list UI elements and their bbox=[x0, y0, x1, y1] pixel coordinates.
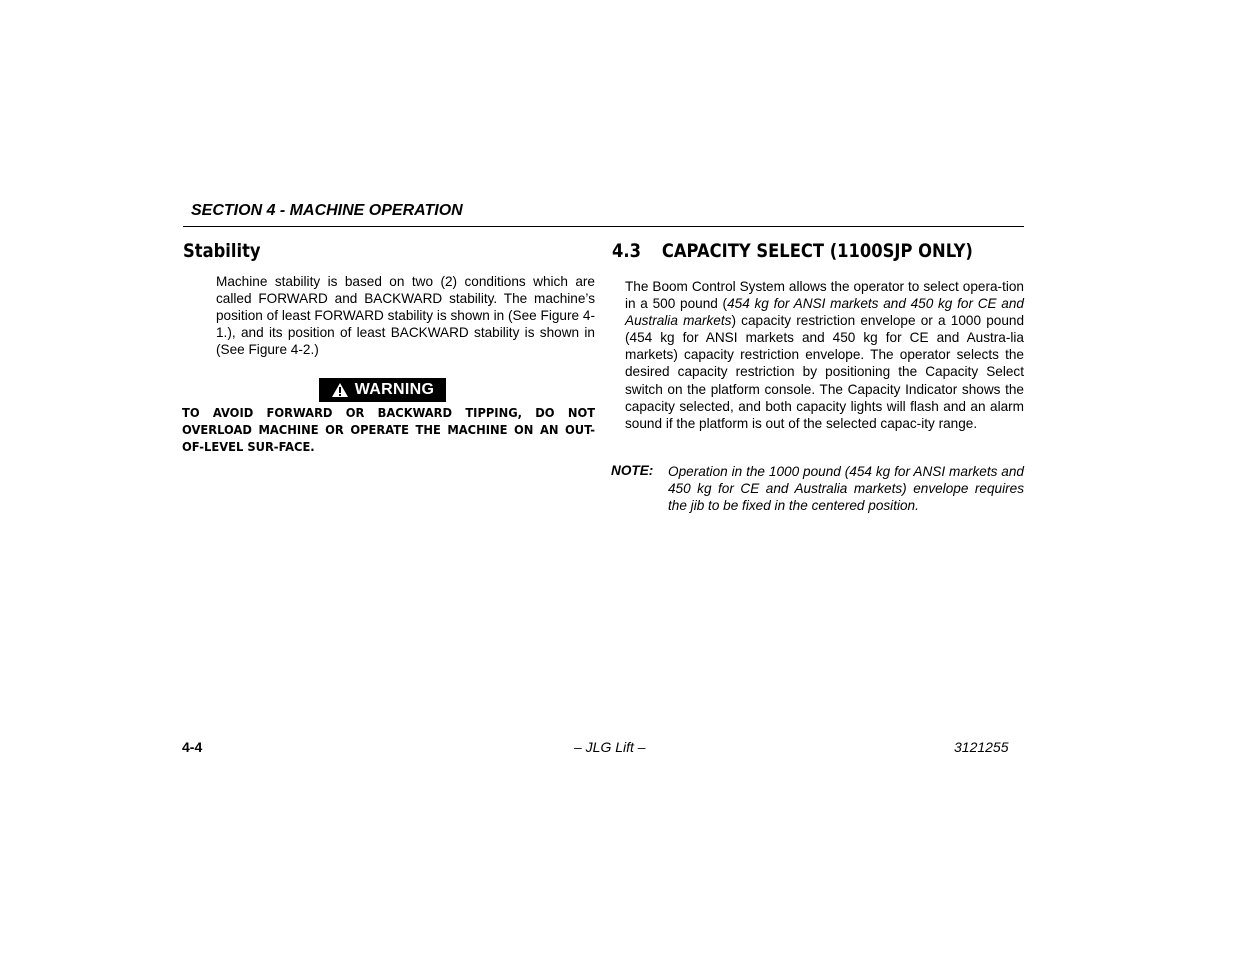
capacity-text-italic: 454 kg for ANSI markets and 450 kg for CE and Australia markets bbox=[625, 296, 1024, 329]
note-text: Operation in the 1000 pound (454 kg for ANSI markets and 450 kg for CE and Australia markets) envelope requires the jib to be fixed in the centered position. bbox=[668, 464, 1024, 514]
stability-heading: Stability bbox=[183, 240, 261, 262]
note-label: NOTE: bbox=[611, 463, 654, 478]
capacity-text-part2: ) capacity restriction envelope or a 1000 pound (454 kg for ANSI markets and 450 kg for CE and Austra-lia markets) capacity restriction envelope. The operator selects the desired capacity restriction by positioning the Capacity Select switch on the platform console. The Capacity Indicator shows the capacity selected, and both capacity lights will flash and an alarm sound if the platform is out of the selected capac-ity range. bbox=[625, 313, 1024, 431]
warning-banner bbox=[319, 378, 446, 402]
section-header: SECTION 4 - MACHINE OPERATION bbox=[191, 202, 463, 219]
footer-publisher: – JLG Lift – bbox=[574, 739, 646, 755]
capacity-heading-text: CAPACITY SELECT (1100SJP ONLY) bbox=[661, 240, 973, 262]
capacity-paragraph bbox=[625, 278, 1024, 432]
stability-paragraph: Machine stability is based on two (2) conditions which are called FORWARD and BACKWARD stability. The machine’s position of least FORWARD stability is shown in (See Figure 4-1.), and its position of least BACKWARD stability is shown in (See Figure 4-2.) bbox=[216, 274, 595, 358]
warning-text: TO AVOID FORWARD OR BACKWARD TIPPING, DO NOT OVERLOAD MACHINE OR OPERATE THE MACHINE ON AN OUT-OF-LEVEL SUR-FACE. bbox=[182, 405, 596, 455]
page-number: 4-4 bbox=[182, 739, 203, 755]
warning-label: WARNING bbox=[354, 381, 435, 398]
header-rule bbox=[183, 226, 1024, 227]
section-number: 4.3 bbox=[612, 240, 641, 262]
capacity-heading bbox=[612, 240, 973, 262]
document-number: 3121255 bbox=[954, 739, 1009, 755]
warning-triangle-icon bbox=[331, 382, 349, 398]
capacity-text-part1: The Boom Control System allows the operator to select opera-tion in a 500 pound ( bbox=[625, 279, 1024, 312]
